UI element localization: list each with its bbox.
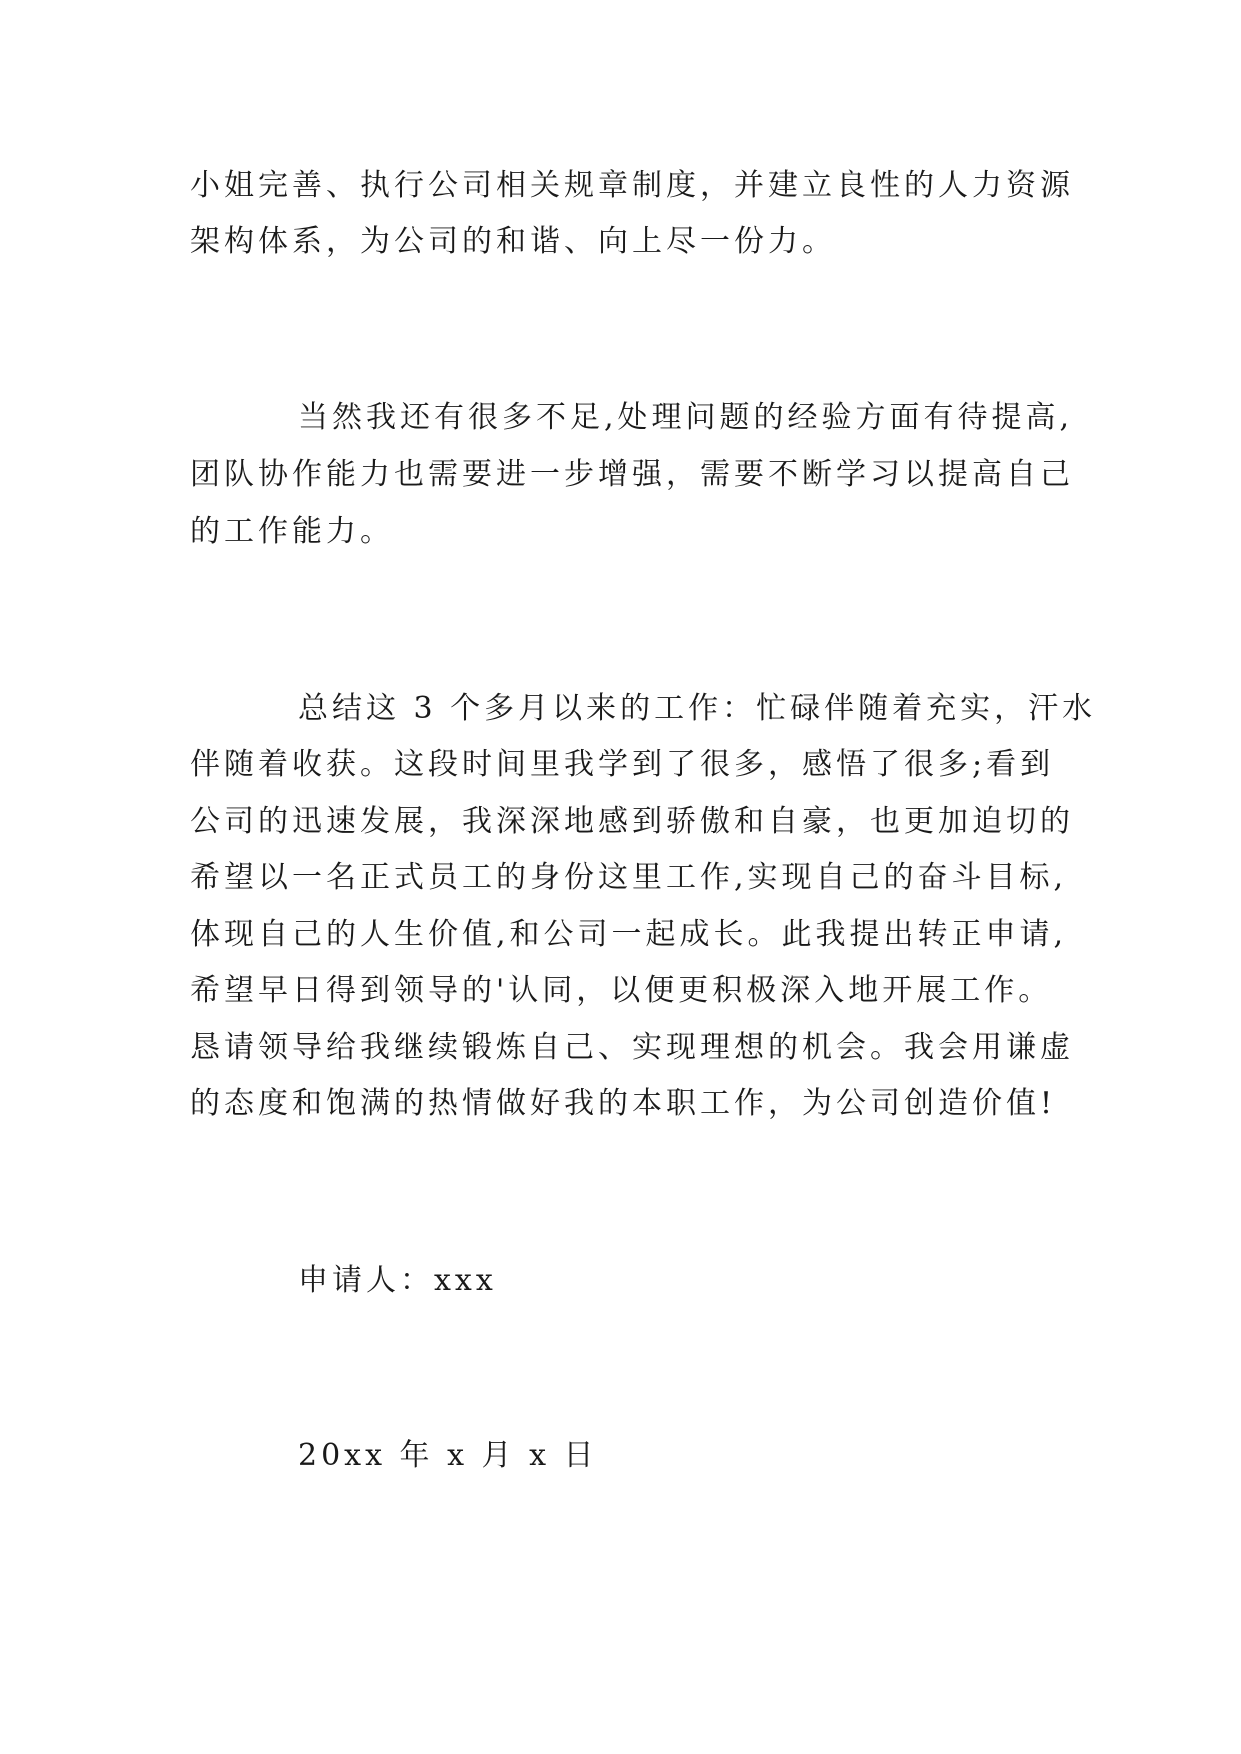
paragraph-1-line-2: 架构体系，为公司的和谐、向上尽一份力。 [190,224,836,259]
paragraph-3-line-8: 的态度和饱满的热情做好我的本职工作，为公司创造价值! [190,1086,1057,1121]
paragraph-3-line-7: 恳请领导给我继续锻炼自己、实现理想的机会。我会用谦虚 [190,1030,1074,1065]
paragraph-1-line-1: 小姐完善、执行公司相关规章制度，并建立良性的人力资源 [190,168,1074,203]
paragraph-3-line-4: 希望以一名正式员工的身份这里工作,实现自己的奋斗目标, [190,860,1068,895]
paragraph-3-line-5: 体现自己的人生价值,和公司一起成长。此我提出转正申请, [190,917,1068,952]
paragraph-3-line-3: 公司的迅速发展，我深深地感到骄傲和自豪，也更加迫切的 [190,804,1074,839]
paragraph-2-line-1: 当然我还有很多不足,处理问题的经验方面有待提高, [298,400,1074,435]
paragraph-3-line-6: 希望早日得到领导的'认同，以便更积极深入地开展工作。 [190,973,1053,1008]
paragraph-2-line-2: 团队协作能力也需要进一步增强，需要不断学习以提高自己 [190,457,1074,492]
date-line: 20xx 年 x 月 x 日 [298,1438,598,1473]
paragraph-3-line-1: 总结这 3 个多月以来的工作：忙碌伴随着充实，汗水 [298,691,1097,726]
applicant-line: 申请人：xxx [298,1263,497,1298]
paragraph-3-line-2: 伴随着收获。这段时间里我学到了很多，感悟了很多;看到 [190,747,1055,782]
paragraph-2-line-3: 的工作能力。 [190,514,394,549]
